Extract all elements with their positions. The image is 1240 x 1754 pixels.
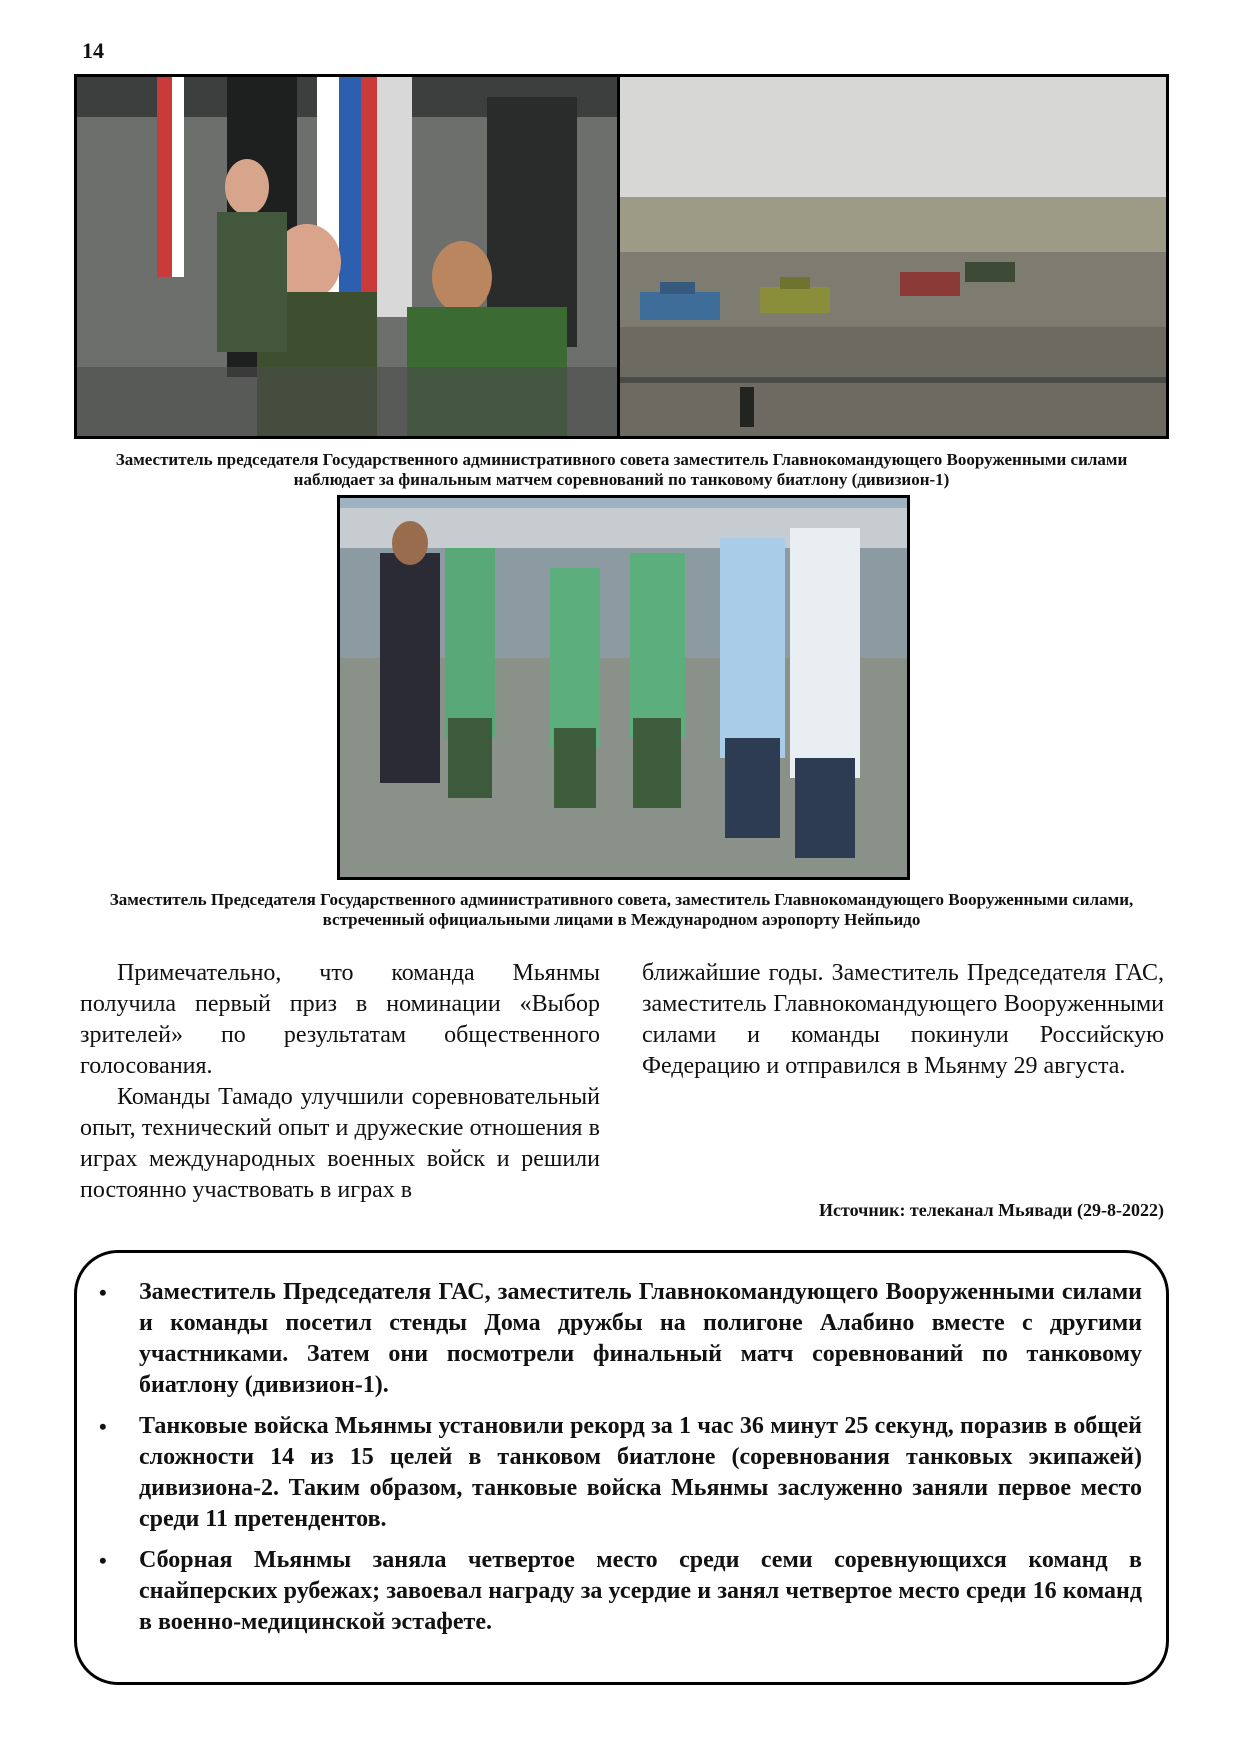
article-column-left (80, 958, 600, 1206)
bullet-icon: • (99, 1280, 107, 1305)
photo-caption-airport: Заместитель Председателя Государственного административного совета, заместитель Главнокомандующего Вооруженными силами, встреченный официальными лицами в Международном аэропорту Нейпьидо (109, 890, 1134, 929)
summary-box (74, 1250, 1169, 1685)
article-column-right (642, 958, 1164, 1082)
paragraph: ближайшие годы. Заместитель Председателя ГАС, заместитель Главнокомандующего Вооруженными силами и команды покинули Российскую Федерацию и отправился в Мьянму 29 августа. (642, 960, 1164, 1079)
summary-item-text: Сборная Мьянмы заняла четвертое место среди семи соревнующихся команд в снайперских рубежах; завоевал награду за усердие и занял четвертое место среди 16 команд в военно-медицинской эстафете. (139, 1547, 1142, 1635)
summary-item (99, 1545, 1142, 1638)
photo-observers-and-tanks (74, 74, 1169, 439)
paragraph: Команды Тамадо улучшили соревновательный опыт, технический опыт и дружеские отношения в играх международных военных войск и решили постоянно участвовать в играх в (80, 1084, 600, 1203)
source-credit: Источник: телеканал Мьявади (29-8-2022) (819, 1200, 1164, 1220)
summary-item-text: Заместитель Председателя ГАС, заместитель Главнокомандующего Вооруженными силами и команды посетил стенды Дома дружбы на полигоне Алабино вместе с другими участниками. Затем они посмотрели финальный матч соревнований по танковому биатлону (дивизион-1). (139, 1279, 1142, 1398)
photo-observers (77, 77, 617, 436)
summary-list (77, 1253, 1166, 1638)
page-number: 14 (82, 38, 104, 63)
paragraph: Примечательно, что команда Мьянмы получила первый приз в номинации «Выбор зрителей» по результатам общественного голосования. (80, 960, 600, 1079)
summary-item-text: Танковые войска Мьянмы установили рекорд за 1 час 36 минут 25 секунд, поразив в общей сложности 14 из 15 целей в танковом биатлоне (соревнования танковых экипажей) дивизиона-2. Таким образом, танковые войска Мьянмы заслуженно заняли первое место среди 11 претендентов. (139, 1413, 1142, 1532)
bullet-icon: • (99, 1548, 107, 1573)
summary-item (99, 1277, 1142, 1401)
bullet-icon: • (99, 1414, 107, 1439)
photo-tank-range (620, 77, 1166, 436)
photo-airport-meeting (337, 495, 910, 880)
summary-item (99, 1411, 1142, 1535)
photo-caption-observers: Заместитель председателя Государственного административного совета заместитель Главнокомандующего Вооруженными силами наблюдает за финальным матчем соревнований по танковому биатлону (дивизион-1) (115, 450, 1128, 489)
